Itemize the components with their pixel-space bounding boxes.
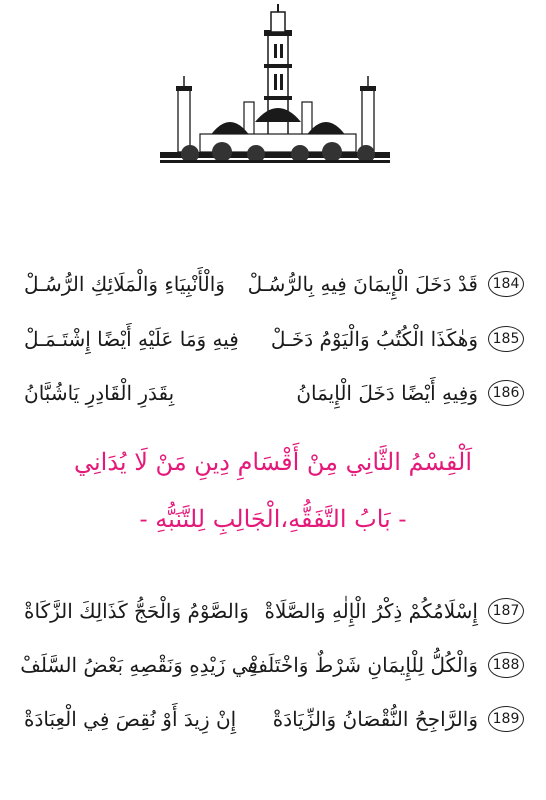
verse-number: 187 <box>488 598 524 624</box>
verse-first-hemistich: وَفِيهِ أَيْضًا دَخَلَ الْإِيمَانُ <box>296 381 478 405</box>
verse-number: 188 <box>488 652 524 678</box>
verse-second-hemistich: فِيهِ وَمَا عَلَيْهِ أَيْضًا إِشْتَـمَـلْ <box>24 327 239 351</box>
verse-line <box>24 702 524 736</box>
section-title: اَلْقِسْمُ الثَّانِي مِنْ أَقْسَامِ دِينِ مَنْ لَا يُدَانِي <box>73 448 473 476</box>
verse-first-hemistich: إِسْلَامُكُمْ ذِكْرُ الْإِلٰهِ وَالصَّلَاةْ <box>264 599 478 623</box>
verse-first-hemistich: وَهٰكَذَا الْكُتُبُ وَالْيَوْمُ دَخَـلْ <box>270 327 478 351</box>
verse-first-hemistich: وَالْكُلُّ لِلْإِيمَانِ شَرْطٌ وَاخْتَلَفْ <box>247 653 478 677</box>
verse-second-hemistich: إِنْ زِيدَ أَوْ نُقِصَ فِي الْعِبَادَةْ <box>24 707 237 731</box>
mosque-icon <box>160 4 390 174</box>
verse-second-hemistich: بِقَدَرِ الْقَادِرِ يَاشُبَّانُ <box>24 381 175 405</box>
verse-line <box>24 322 524 356</box>
verse-number: 189 <box>488 706 524 732</box>
verse-number: 184 <box>488 271 524 297</box>
verse-number: 185 <box>488 326 524 352</box>
verse-line <box>24 376 524 410</box>
verse-line <box>24 594 524 628</box>
verse-second-hemistich: وَالْأَنْبِيَاءِ وَالْمَلَائِكِ الرُّسُـلْ <box>24 272 225 296</box>
verse-second-hemistich: فِي زَيْدِهِ وَنَقْصِهِ بَعْضُ السَّلَفْ <box>20 653 258 677</box>
verse-line <box>24 267 524 301</box>
verse-second-hemistich: وَالصَّوْمُ وَالْحَجُّ كَذَالِكَ الزَّكَاةْ <box>24 599 249 623</box>
verse-number: 186 <box>488 380 524 406</box>
verse-first-hemistich: قَدْ دَخَلَ الْإِيمَانَ فِيهِ بِالرُّسُـلْ <box>247 272 478 296</box>
section-subtitle: - بَابُ التَّفَقُّهِ،الْجَالِبِ لِلتَّنَبُّهِ - <box>139 505 407 533</box>
verse-first-hemistich: وَالرَّاجِحُ النُّقْصَانُ وَالزِّيَادَةْ <box>272 707 478 731</box>
verse-line <box>20 648 524 682</box>
